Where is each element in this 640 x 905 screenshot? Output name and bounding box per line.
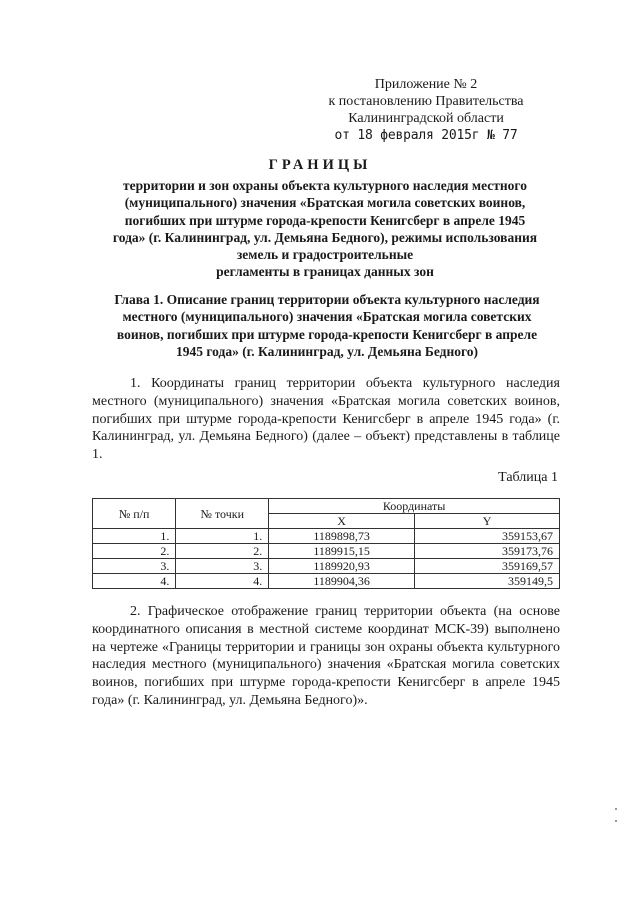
chapter-heading bbox=[88, 291, 566, 360]
cell-x: 1189898,73 bbox=[269, 529, 415, 544]
cell-y: 359173,76 bbox=[415, 544, 560, 559]
document-subtitle bbox=[90, 177, 560, 281]
subtitle-line: регламенты в границах данных зон bbox=[216, 264, 434, 280]
cell-num: 1. bbox=[93, 529, 176, 544]
cell-y: 359153,67 bbox=[415, 529, 560, 544]
cell-point: 3. bbox=[176, 559, 269, 574]
cell-num: 3. bbox=[93, 559, 176, 574]
subtitle-line: погибших при штурме города-крепости Кенигсберг в апреле 1945 bbox=[124, 212, 526, 228]
table-header-row bbox=[93, 499, 560, 514]
table-row bbox=[93, 529, 560, 544]
appendix-header bbox=[300, 76, 552, 144]
cell-num: 4. bbox=[93, 574, 176, 589]
header-point: № точки bbox=[176, 499, 269, 529]
header-coords: Координаты bbox=[269, 499, 560, 514]
chapter-line: Глава 1. Описание границ территории объекта культурного наследия bbox=[114, 292, 540, 307]
cell-x: 1189920,93 bbox=[269, 559, 415, 574]
cell-y: 359169,57 bbox=[415, 559, 560, 574]
header-y: Y bbox=[415, 514, 560, 529]
paragraph-2: 2. Графическое отображение границ территории объекта (на основе координатного описания в местной системе координат МСК-39) выполнено на чертеже «Границы территории и границы зон охраны объекта культурного наследия местного (муниципального) значения «Братская могила советских воинов, погибших при штурме города-крепости Кенигсберг в апреле 1945 года» (г. Калининград, ул. Демьяна Бедного)». bbox=[92, 604, 560, 708]
cell-point: 2. bbox=[176, 544, 269, 559]
table-caption: Таблица 1 bbox=[498, 470, 558, 485]
chapter-line: 1945 года» (г. Калининград, ул. Демьяна Бедного) bbox=[175, 343, 479, 359]
chapter-line: местного (муниципального) значения «Братская могила советских bbox=[122, 309, 532, 325]
cell-point: 4. bbox=[176, 574, 269, 589]
table-row bbox=[93, 574, 560, 589]
cell-point: 1. bbox=[176, 529, 269, 544]
appendix-line-3: Калининградской области bbox=[348, 111, 504, 126]
scan-speck bbox=[615, 820, 617, 822]
subtitle-line: земель и градостроительные bbox=[236, 247, 414, 263]
paragraph-1: 1. Координаты границ территории объекта культурного наследия местного (муниципального) значения «Братская могила советских воинов, погибших при штурме города-крепости Кенигсберг в апреле 1945 года» (г. Калининград, ул. Демьяна Бедного) (далее – объект) представлены в таблице 1. bbox=[92, 376, 560, 463]
document-title: ГРАНИЦЫ bbox=[268, 157, 372, 173]
table-row bbox=[93, 559, 560, 574]
appendix-line-2: к постановлению Правительства bbox=[328, 94, 524, 109]
header-x: X bbox=[269, 514, 415, 529]
appendix-date: от 18 февраля 2015г № 77 bbox=[334, 128, 518, 143]
coordinates-table bbox=[92, 498, 560, 589]
cell-x: 1189915,15 bbox=[269, 544, 415, 559]
subtitle-line: территории и зон охраны объекта культурного наследия местного bbox=[123, 178, 527, 193]
header-num: № п/п bbox=[93, 499, 176, 529]
subtitle-line: (муниципального) значения «Братская могила советских воинов, bbox=[124, 195, 526, 211]
appendix-line-1: Приложение № 2 bbox=[374, 77, 478, 92]
subtitle-line: года» (г. Калининград, ул. Демьяна Бедного), режимы использования bbox=[112, 229, 538, 245]
cell-y: 359149,5 bbox=[415, 574, 560, 589]
cell-x: 1189904,36 bbox=[269, 574, 415, 589]
scan-speck bbox=[615, 808, 617, 810]
table-row bbox=[93, 544, 560, 559]
cell-num: 2. bbox=[93, 544, 176, 559]
chapter-line: воинов, погибших при штурме города-крепости Кенигсберг в апреле bbox=[116, 326, 538, 342]
